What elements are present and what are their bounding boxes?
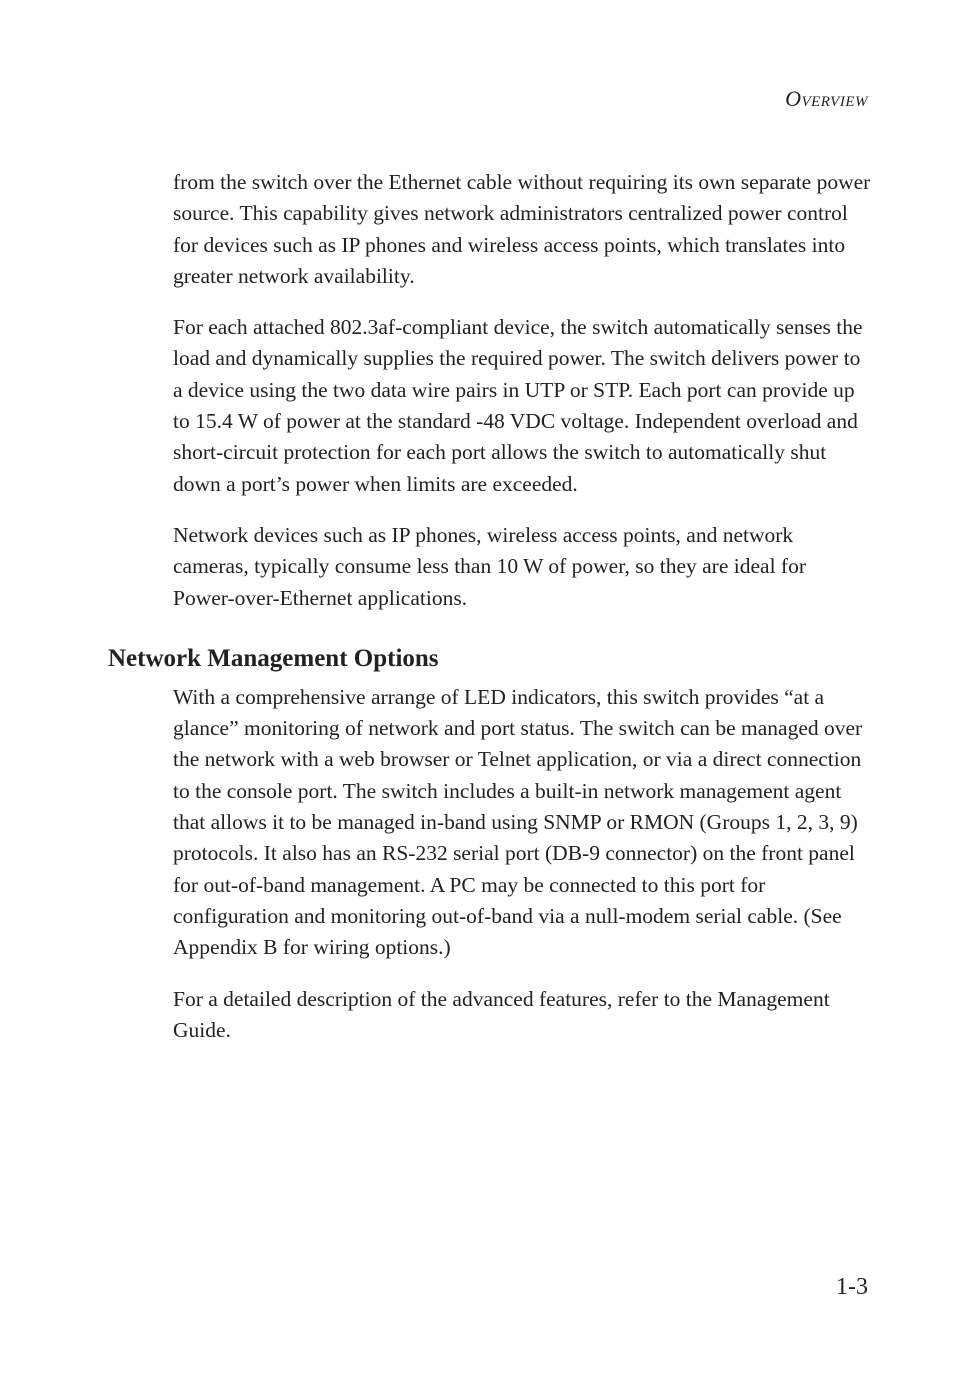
- body-paragraph-management: With a comprehensive arrange of LED indicators, this switch provides “at a glance” monitoring of network and port status. The switch can be managed over the network with a web browser or Telnet application, or via a direct connection to the console port. The switch includes a built-in network management agent that allows it to be managed in-band using SNMP or RMON (Groups 1, 2, 3, 9) protocols. It also has an RS-232 serial port (DB-9 connector) on the front panel for out-of-band management. A PC may be connected to this port for configuration and monitoring out-of-band via a null-modem serial cable. (See Appendix B for wiring options.): [173, 684, 863, 960]
- body-paragraph-poe-devices: Network devices such as IP phones, wireless access points, and network cameras, typically consume less than 10 W of power, so they are ideal for Power-over-Ethernet applications.: [173, 522, 806, 610]
- body-paragraph-poe-power: For each attached 802.3af-compliant device, the switch automatically senses the load and dynamically supplies the required power. The switch delivers power to a device using the two data wire pairs in UTP or STP. Each port can provide up to 15.4 W of power at the standard -48 VDC voltage. Independent overload and short-circuit protection for each port allows the switch to automatically shut down a port’s power when limits are exceeded.: [173, 315, 863, 496]
- page-body: [108, 167, 873, 1066]
- running-header: Overview: [785, 86, 868, 111]
- body-paragraph-reference: For a detailed description of the advanced features, refer to the Management Guide.: [173, 986, 830, 1042]
- page-number: 1-3: [836, 1274, 868, 1300]
- body-paragraph-poe-intro: from the switch over the Ethernet cable without requiring its own separate power source. This capability gives network administrators centralized power control for devices such as IP phones and wireless access points, which translates into greater network availability.: [173, 170, 871, 288]
- section-heading: Network Management Options: [108, 644, 439, 672]
